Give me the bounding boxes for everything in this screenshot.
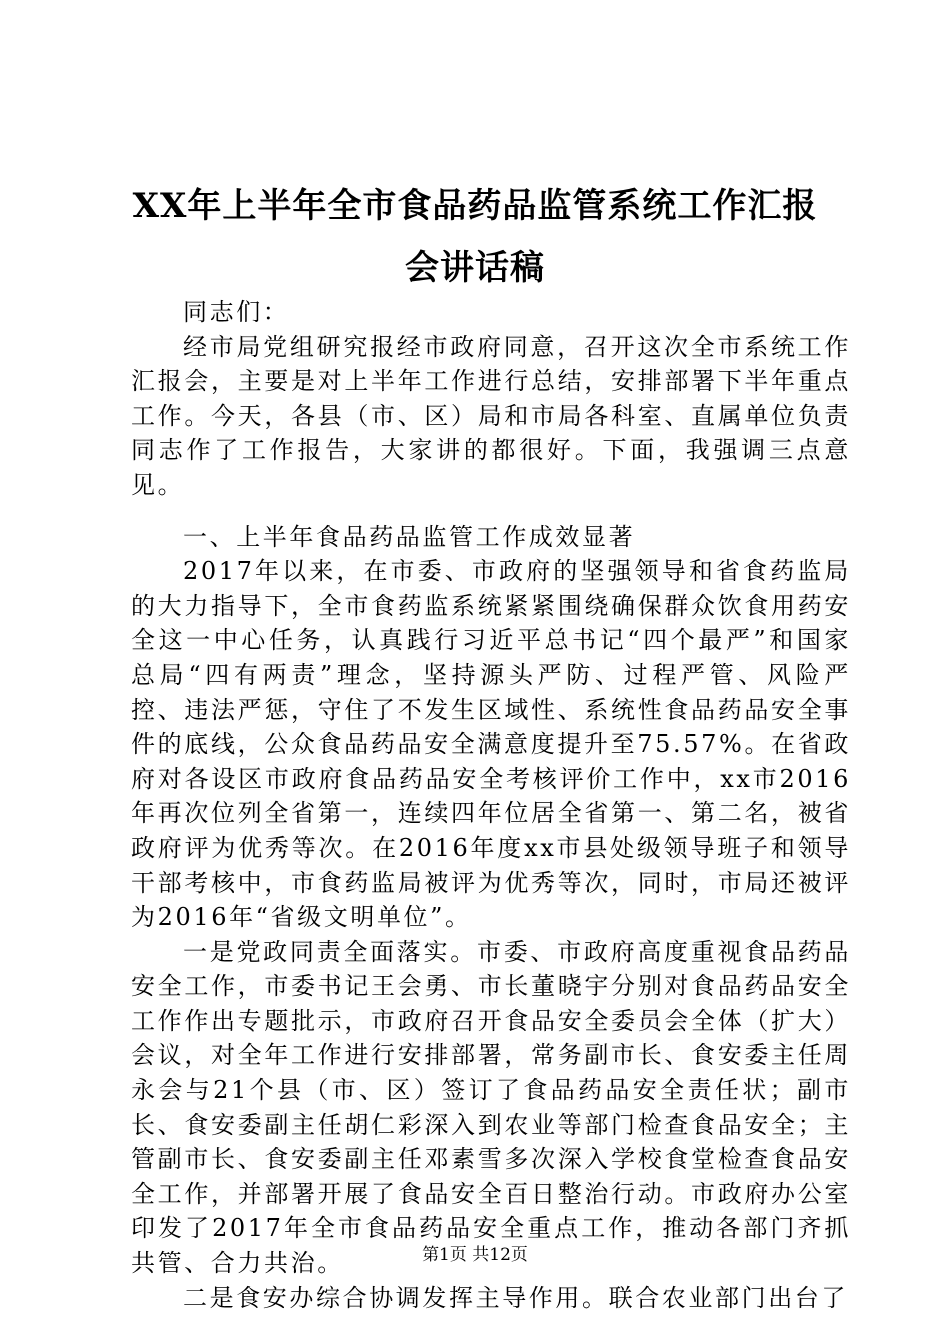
document-body [131,295,851,1315]
body-paragraph: 二是食安办综合协调发挥主导作用。联合农业部门出台了 [183,1283,848,1312]
document-title-line-2: 会讲话稿 [405,248,545,288]
section-heading: 一、上半年食品药品监管工作成效显著 [183,522,636,551]
page-number-footer: 第1页 共12页 [422,1245,528,1265]
intro-paragraph: 经市局党组研究报经市政府同意，召开这次全市系统工作汇报会，主要是对上半年工作进行总结，安排部署下半年重点工作。今天，各县（市、区）局和市局各科室、直属单位负责同志作了工作报告，大家讲的都很好。下面，我强调三点意见。 [131,332,851,499]
salutation: 同志们： [183,298,290,326]
body-paragraph: 一是党政同责全面落实。市委、市政府高度重视食品药品安全工作，市委书记王会勇、市长董晓宇分别对食品药品安全工作作出专题批示，市政府召开食品安全委员会全体（扩大）会议，对全年工作进行安排部署，常务副市长、食安委主任周永会与21个县（市、区）签订了食品药品安全责任状；副市长、食安委副主任胡仁彩深入到农业等部门检查食品安全；主管副市长、食安委副主任邓素雪多次深入学校食堂检查食品安全工作，并部署开展了食品安全百日整治行动。市政府办公室印发了2017年全市食品药品安全重点工作，推动各部门齐抓共管、合力共治。 [131,937,851,1278]
document-title-line-1: XX年上半年全市食品药品监管系统工作汇报 [132,186,818,226]
body-paragraph: 2017年以来，在市委、市政府的坚强领导和省食药监局的大力指导下，全市食药监系统紧紧围绕确保群众饮食用药安全这一中心任务，认真践行习近平总书记“四个最严”和国家总局“四有两责”理念，坚持源头严防、过程严管、风险严控、违法严惩，守住了不发生区域性、系统性食品药品安全事件的底线，公众食品药品安全满意度提升至75.57%。在省政府对各设区市政府食品药品安全考核评价工作中，xx市2016年再次位列全省第一，连续四年位居全省第一、第二名，被省政府评为优秀等次。在2016年度xx市县处级领导班子和领导干部考核中，市食药监局被评为优秀等次，同时，市局还被评为2016年“省级文明单位”。 [131,557,851,932]
